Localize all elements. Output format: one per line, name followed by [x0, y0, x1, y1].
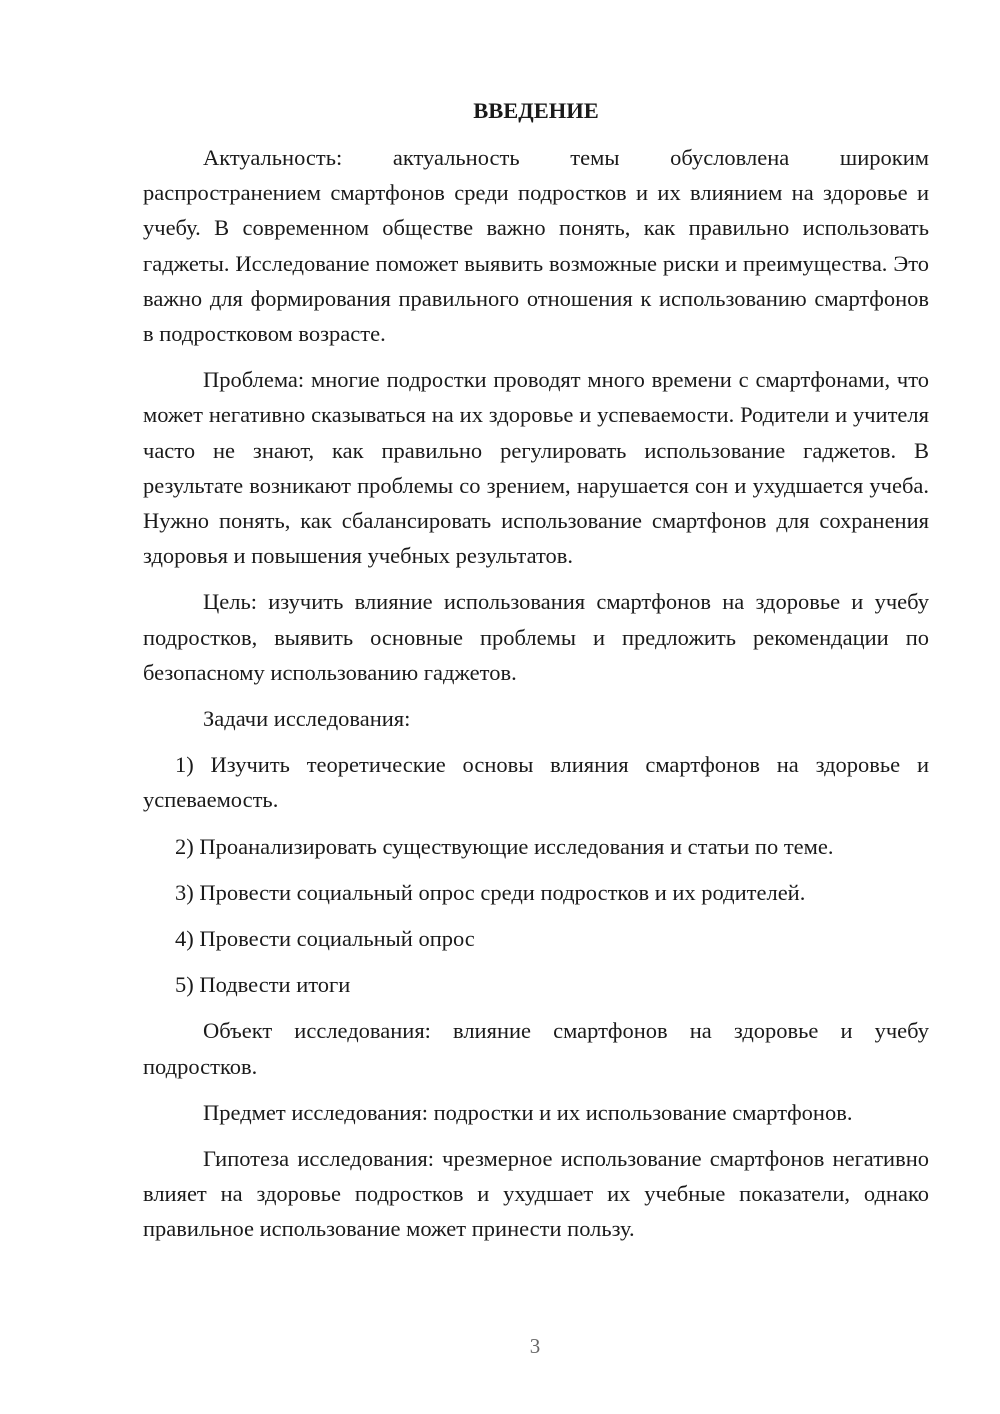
problem-paragraph: Проблема: многие подростки проводят много времени с смартфонами, что может негативно сказываться на их здоровье и успеваемости. Родители и учителя часто не знают, как правильно регулировать использование гаджетов. В результате возникают проблемы со зрением, нарушается сон и ухудшается учеба. Нужно понять, как сбалансировать использование смартфонов для сохранения здоровья и повышения учебных результатов.: [143, 367, 929, 569]
task-item: 4) Провести социальный опрос: [175, 926, 475, 952]
task-item: 2) Проанализировать существующие исследования и статьи по теме.: [175, 833, 834, 859]
hypothesis-paragraph: Гипотеза исследования: чрезмерное использование смартфонов негативно влияет на здоровье подростков и ухудшает их учебные показатели, однако правильное использование может принести пользу.: [143, 1146, 929, 1242]
page-number: 3: [529, 1334, 541, 1358]
task-item: 1) Изучить теоретические основы влияния смартфонов на здоровье и успеваемость.: [143, 752, 929, 813]
task-item: 3) Провести социальный опрос среди подростков и их родителей.: [175, 879, 806, 905]
page-title: ВВЕДЕНИЕ: [473, 98, 599, 123]
tasks-heading: Задачи исследования:: [203, 706, 411, 732]
goal-paragraph: Цель: изучить влияние использования смартфонов на здоровье и учебу подростков, выявить основные проблемы и предложить рекомендации по безопасному использованию гаджетов.: [143, 589, 929, 685]
task-item: 5) Подвести итоги: [175, 972, 351, 998]
relevance-paragraph: Актуальность: актуальность темы обусловлена широким распространением смартфонов среди подростков и их влиянием на здоровье и учебу. В современном обществе важно понять, как правильно использовать гаджеты. Исследование поможет выявить возможные риски и преимущества. Это важно для формирования правильного отношения к использованию смартфонов в подростковом возрасте.: [143, 145, 929, 347]
page-content: [143, 93, 929, 1258]
object-paragraph: Объект исследования: влияние смартфонов на здоровье и учебу подростков.: [143, 1018, 929, 1079]
subject-paragraph: Предмет исследования: подростки и их использование смартфонов.: [203, 1099, 853, 1125]
